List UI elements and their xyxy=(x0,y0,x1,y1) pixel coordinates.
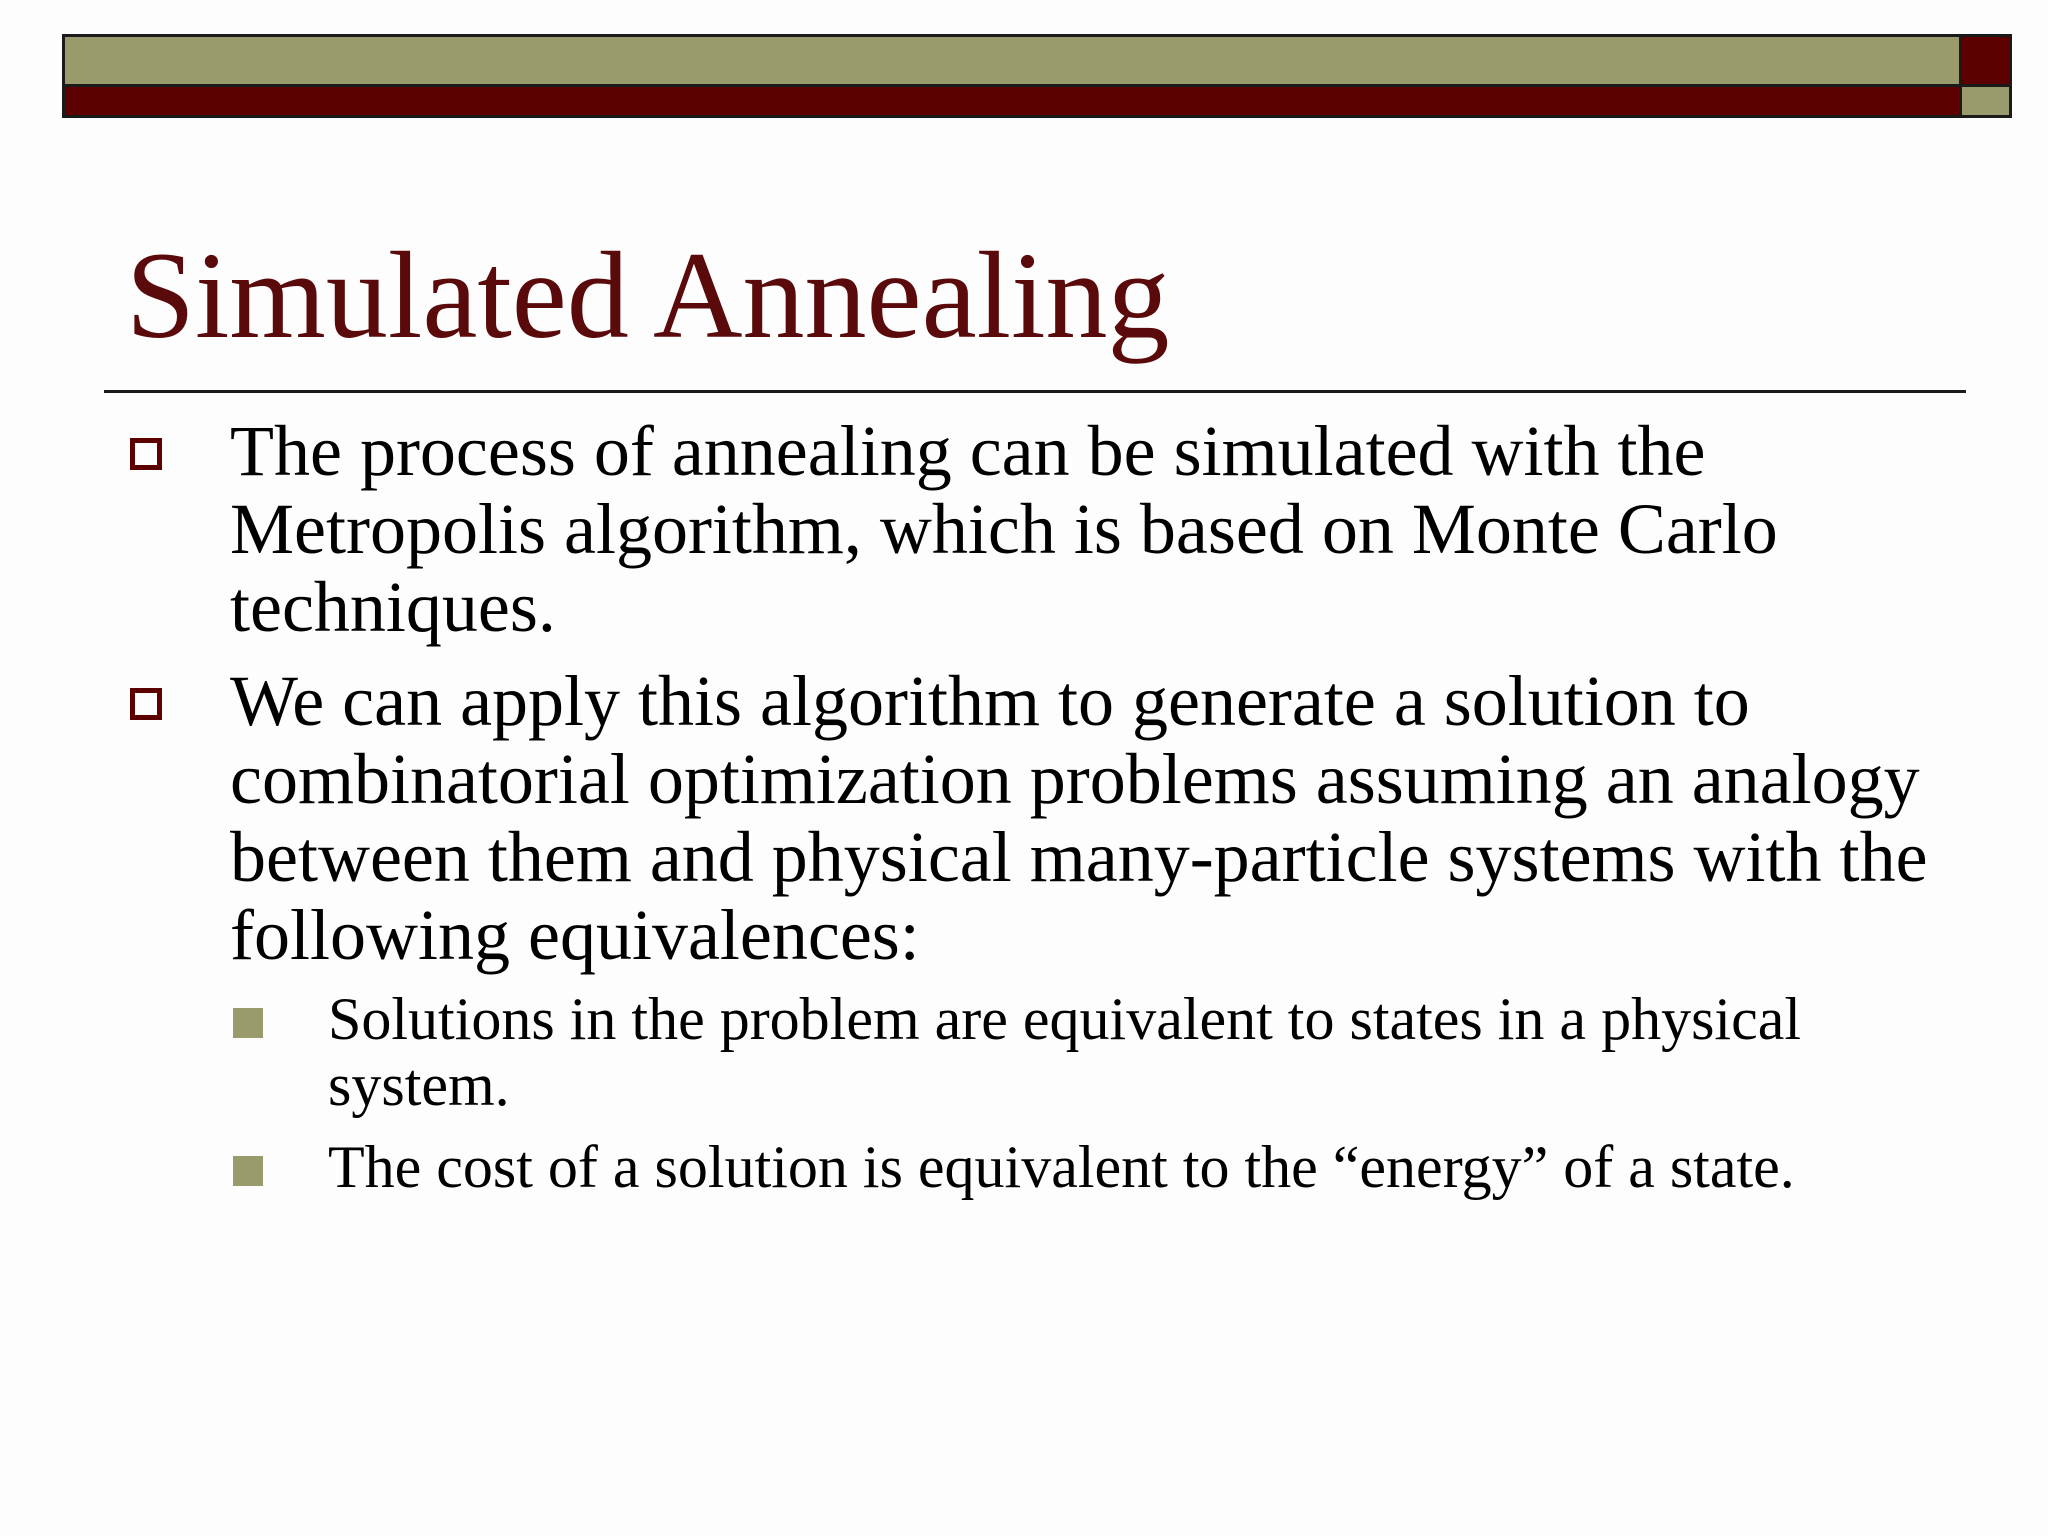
bullet-text: We can apply this algorithm to generate a solution to combinatorial optimization problems assuming an analogy between them and physical many-particle systems with the following equivalences: xyxy=(230,661,1928,975)
bullet-text: The process of annealing can be simulated with the Metropolis algorithm, which is based on Monte Carlo techniques. xyxy=(230,411,1778,647)
header-corner-maroon xyxy=(1959,34,2012,84)
header-bar-olive xyxy=(62,34,1962,84)
sub-bullet-item xyxy=(328,1134,1888,1200)
bullet-item xyxy=(230,412,1930,646)
sub-bullet-text: The cost of a solution is equivalent to the “energy” of a state. xyxy=(328,1134,1795,1200)
sub-bullet-item xyxy=(328,986,1888,1118)
hollow-square-icon xyxy=(130,688,162,720)
hollow-square-icon xyxy=(130,438,162,470)
header-bar-maroon xyxy=(62,84,1962,118)
filled-square-icon xyxy=(233,1008,263,1038)
bullet-item xyxy=(230,662,1930,974)
slide-title: Simulated Annealing xyxy=(126,227,1170,364)
title-divider xyxy=(104,390,1966,393)
header-corner-olive xyxy=(1959,84,2012,118)
filled-square-icon xyxy=(233,1156,263,1186)
sub-bullet-text: Solutions in the problem are equivalent to states in a physical system. xyxy=(328,986,1802,1118)
